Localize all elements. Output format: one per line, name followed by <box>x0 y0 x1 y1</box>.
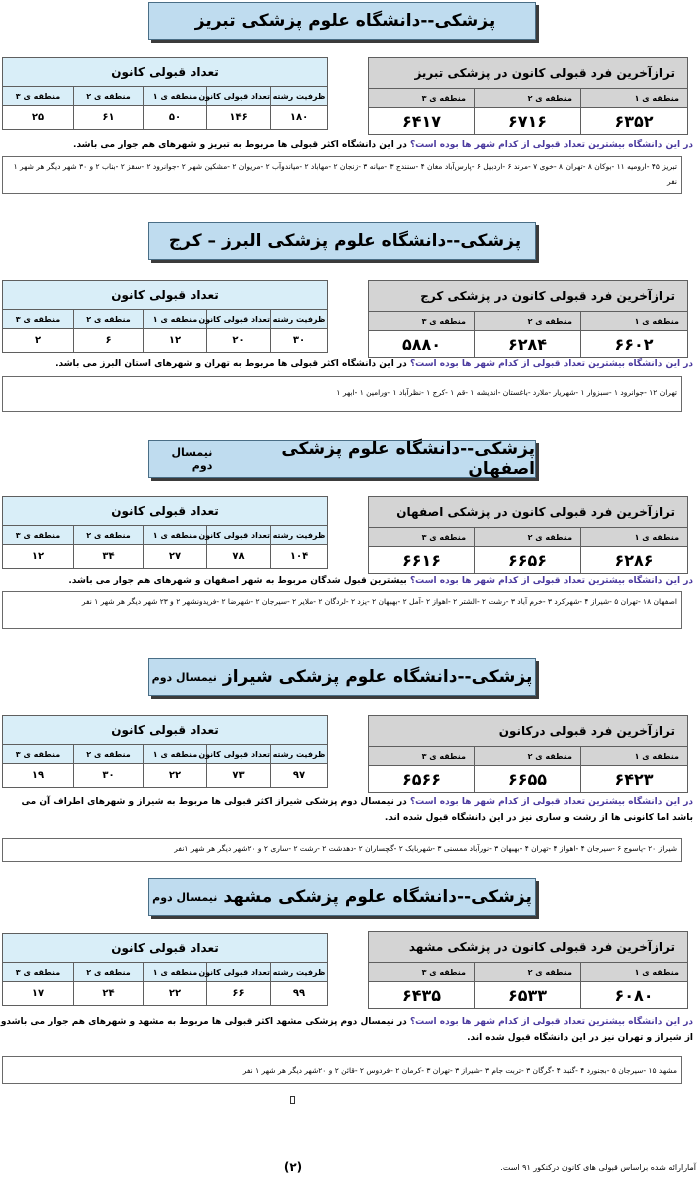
admissions-table-header: تعداد قبولی کانون <box>3 716 328 745</box>
score-col-region2: منطقه ی ۲ <box>475 747 581 766</box>
col-capacity: ظرفیت رشته <box>271 963 328 982</box>
col-region1: منطقه ی ۱ <box>144 526 207 545</box>
col-region3: منطقه ی ۳ <box>3 87 74 106</box>
answer-text: در نیمسال دوم پزشکی مشهد اکثر قبولی ها مربوط به مشهد و شهرهای هم جوار می باشدو از شیراز و تهران نیز در این دانشگاه قبول شده اند. <box>0 1017 693 1043</box>
score-table-header: ترازآخرین فرد قبولی کانون در پزشکی تبریز <box>369 58 688 89</box>
col-region3: منطقه ی ۳ <box>3 526 74 545</box>
col-admissions-count: تعداد قبولی کانون <box>207 526 271 545</box>
admissions-region1-value: ۲۷ <box>144 545 207 569</box>
section-title-text: پزشکی--دانشگاه علوم پزشکی شیراز <box>222 667 533 687</box>
score-region3-value: ۶۴۱۷ <box>369 108 475 135</box>
question-line <box>0 794 693 826</box>
section-title <box>148 222 536 260</box>
section-shiraz <box>0 658 700 863</box>
score-region2-value: ۶۷۱۶ <box>475 108 581 135</box>
score-col-region3: منطقه ی ۳ <box>369 528 475 547</box>
cities-text: شیراز ۲۰ -یاسوج ۶ -سیرجان ۴ -اهواز ۴ -تهران ۴ -بهبهان ۳ -نورآباد ممسنی ۳ -شهربابک ۲ -گچساران ۲ -دهدشت ۲ -رشت ۲ -ساری ۲ و ۲۰شهر دیگر هر شهر ۱نفر <box>174 844 677 853</box>
col-region3: منطقه ی ۳ <box>3 963 74 982</box>
question-text: در این دانشگاه بیشترین تعداد قبولی از کدام شهر ها بوده است؟ <box>409 797 693 807</box>
admissions-region3-value: ۲۵ <box>3 106 74 130</box>
section-title-text: پزشکی--دانشگاه علوم پزشکی تبریز <box>194 11 496 31</box>
score-region2-value: ۶۶۵۵ <box>475 766 581 793</box>
score-table <box>368 931 688 1009</box>
admissions-region2-value: ۲۴ <box>74 982 144 1006</box>
score-region2-value: ۶۵۳۳ <box>475 982 581 1009</box>
score-table-header: ترازآخرین فرد قبولی کانون در پزشکی کرج <box>369 281 688 312</box>
score-region3-value: ۶۵۶۶ <box>369 766 475 793</box>
question-line <box>0 573 693 589</box>
question-line <box>0 356 693 372</box>
score-col-region3: منطقه ی ۳ <box>369 89 475 108</box>
score-col-region2: منطقه ی ۲ <box>475 312 581 331</box>
admissions-table <box>2 280 328 353</box>
score-region1-value: ۶۲۸۶ <box>581 547 688 574</box>
answer-text: در این دانشگاه اکثر قبولی ها مربوط به تبریز و شهرهای هم جوار می باشد. <box>73 140 407 150</box>
col-region2: منطقه ی ۲ <box>74 87 144 106</box>
question-line <box>0 1014 693 1046</box>
footer-note: آمارارائه شده براساس قبولی های کانون درکنکور ۹۱ است. <box>500 1163 696 1172</box>
score-region2-value: ۶۶۵۶ <box>475 547 581 574</box>
capacity-value: ۹۹ <box>271 982 328 1006</box>
score-col-region1: منطقه ی ۱ <box>581 963 688 982</box>
cities-text: تبریز ۴۵ -ارومیه ۱۱ -بوکان ۸ -تهران ۸ -خوی ۷ -مرند ۶ -اردبیل ۶ -پارس‌آباد مغان ۴ -سنندج ۳ -میانه ۳ -زنجان ۲ -مهاباد ۲ -میاندوآب ۲ -مریوان ۲ -مشکین شهر ۲ -جوانرود ۲ -سقز ۲ -بناب ۲ و ۳۰ شهر دیگر هر شهر ۱ نفر <box>13 162 677 186</box>
score-region1-value: ۶۶۰۲ <box>581 331 688 358</box>
col-region3: منطقه ی ۳ <box>3 310 74 329</box>
cities-text: تهران ۱۲ -جوانرود ۱ -سبزوار ۱ -شهریار -ملارد -باغستان -اندیشه ۱ -قم ۱ -کرج ۱ -نظرآباد ۱ -ورامین ۱ -ابهر ۱ <box>336 388 677 397</box>
admissions-region3-value: ۱۹ <box>3 764 74 788</box>
admissions-value: ۲۰ <box>207 329 271 353</box>
admissions-region3-value: ۱۷ <box>3 982 74 1006</box>
admissions-region1-value: ۱۲ <box>144 329 207 353</box>
section-title <box>148 440 536 478</box>
section-title-suffix: نیمسال دوم <box>152 890 218 904</box>
col-admissions-count: تعداد قبولی کانون <box>207 87 271 106</box>
admissions-region2-value: ۳۴ <box>74 545 144 569</box>
section-tabriz <box>0 0 700 200</box>
admissions-table-header: تعداد قبولی کانون <box>3 281 328 310</box>
admissions-value: ۶۶ <box>207 982 271 1006</box>
col-region3: منطقه ی ۳ <box>3 745 74 764</box>
admissions-value: ۱۴۶ <box>207 106 271 130</box>
col-region1: منطقه ی ۱ <box>144 745 207 764</box>
answer-text: در این دانشگاه اکثر قبولی ها مربوط به تهران و شهرهای استان البرز می باشد. <box>55 359 407 369</box>
cities-box <box>2 838 682 862</box>
section-title-text: پزشکی--دانشگاه علوم پزشکی اصفهان <box>281 439 535 479</box>
col-capacity: ظرفیت رشته <box>271 526 328 545</box>
score-region2-value: ۶۲۸۴ <box>475 331 581 358</box>
score-region3-value: ۵۸۸۰ <box>369 331 475 358</box>
answer-text: بیشترین قبول شدگان مربوط به شهر اصفهان و شهرهای هم جوار می باشد. <box>68 576 407 586</box>
capacity-value: ۱۸۰ <box>271 106 328 130</box>
capacity-value: ۹۷ <box>271 764 328 788</box>
answer-text: در نیمسال دوم پزشکی شیراز اکثر قبولی ها مربوط به شیراز و شهرهای اطراف آن می باشد اما کانونی ها از رشت و ساری نیز در این دانشگاه قبول شده اند. <box>21 797 693 823</box>
col-region1: منطقه ی ۱ <box>144 87 207 106</box>
score-col-region1: منطقه ی ۱ <box>581 528 688 547</box>
score-region1-value: ۶۰۸۰ <box>581 982 688 1009</box>
section-title <box>148 2 536 40</box>
score-table <box>368 280 688 358</box>
score-table <box>368 57 688 135</box>
section-title-text: پزشکی--دانشگاه علوم پزشکی مشهد <box>223 887 532 907</box>
score-col-region3: منطقه ی ۳ <box>369 747 475 766</box>
col-capacity: ظرفیت رشته <box>271 87 328 106</box>
question-line <box>0 137 693 153</box>
cities-box <box>2 156 682 194</box>
col-region2: منطقه ی ۲ <box>74 745 144 764</box>
col-capacity: ظرفیت رشته <box>271 745 328 764</box>
cities-box <box>2 1056 682 1084</box>
admissions-value: ۷۳ <box>207 764 271 788</box>
score-col-region1: منطقه ی ۱ <box>581 89 688 108</box>
score-col-region1: منطقه ی ۱ <box>581 747 688 766</box>
capacity-value: ۱۰۴ <box>271 545 328 569</box>
admissions-region3-value: ۱۲ <box>3 545 74 569</box>
cities-text: اصفهان ۱۸ -تهران ۵ -شیراز ۴ -شهرکرد ۳ -خرم آباد ۳ -رشت ۲ -الشتر ۲ -اهواز ۲ -آمل ۲ -بهبهان ۲ -یزد ۲ -لردگان ۲ -ملایر ۲ -سیرجان ۲ -شهرضا ۲ -فریدونشهر ۲ و ۲۳ شهر دیگر هر شهر ۱ نفر <box>81 597 677 606</box>
admissions-table <box>2 57 328 130</box>
score-col-region2: منطقه ی ۲ <box>475 528 581 547</box>
capacity-value: ۳۰ <box>271 329 328 353</box>
section-title <box>148 878 536 916</box>
admissions-table <box>2 933 328 1006</box>
cities-box <box>2 376 682 412</box>
admissions-table <box>2 496 328 569</box>
score-region1-value: ۶۳۵۲ <box>581 108 688 135</box>
col-region2: منطقه ی ۲ <box>74 963 144 982</box>
col-region2: منطقه ی ۲ <box>74 310 144 329</box>
cities-box <box>2 591 682 629</box>
score-col-region2: منطقه ی ۲ <box>475 963 581 982</box>
score-col-region2: منطقه ی ۲ <box>475 89 581 108</box>
score-table-header: ترازآخرین فرد قبولی کانون در پزشکی مشهد <box>369 932 688 963</box>
col-admissions-count: تعداد قبولی کانون <box>207 963 271 982</box>
col-region1: منطقه ی ۱ <box>144 310 207 329</box>
score-table-header: ترازآخرین فرد قبولی کانون در پزشکی اصفهان <box>369 497 688 528</box>
question-text: در این دانشگاه بیشترین تعداد قبولی از کدام شهر ها بوده است؟ <box>409 359 693 369</box>
section-isfahan <box>0 440 700 635</box>
col-admissions-count: تعداد قبولی کانون <box>207 310 271 329</box>
score-table <box>368 715 688 793</box>
section-title-suffix: نیمسال دوم <box>171 446 213 472</box>
score-table <box>368 496 688 574</box>
section-alborz <box>0 222 700 417</box>
question-text: در این دانشگاه بیشترین تعداد قبولی از کدام شهر ها بوده است؟ <box>409 140 693 150</box>
admissions-table-header: تعداد قبولی کانون <box>3 497 328 526</box>
admissions-value: ۷۸ <box>207 545 271 569</box>
score-col-region1: منطقه ی ۱ <box>581 312 688 331</box>
section-title-suffix: نیمسال دوم <box>151 670 217 684</box>
score-region3-value: ۶۴۳۵ <box>369 982 475 1009</box>
admissions-region3-value: ۲ <box>3 329 74 353</box>
admissions-region1-value: ۵۰ <box>144 106 207 130</box>
admissions-table-header: تعداد قبولی کانون <box>3 58 328 87</box>
question-text: در این دانشگاه بیشترین تعداد قبولی از کدام شهر ها بوده است؟ <box>409 1017 693 1027</box>
col-capacity: ظرفیت رشته <box>271 310 328 329</box>
section-title-text: پزشکی--دانشگاه علوم پزشکی البرز – کرج <box>168 231 522 251</box>
admissions-region1-value: ۲۲ <box>144 764 207 788</box>
cities-text: مشهد ۱۵ -سیرجان ۵ -بجنورد ۴ -گنبد ۴ -گرگان ۳ -تربت جام ۳ -شیراز ۳ -تهران ۳ -کرمان ۲ -فردوس ۲ -قائن ۲ و ۲۰شهر دیگر هر شهر ۱ نفر <box>242 1066 677 1075</box>
question-text: در این دانشگاه بیشترین تعداد قبولی از کدام شهر ها بوده است؟ <box>409 576 693 586</box>
score-col-region3: منطقه ی ۳ <box>369 963 475 982</box>
admissions-region1-value: ۲۲ <box>144 982 207 1006</box>
text-cursor-mark <box>290 1096 295 1104</box>
page-number: (۲) <box>283 1160 303 1174</box>
admissions-region2-value: ۳۰ <box>74 764 144 788</box>
admissions-region2-value: ۶ <box>74 329 144 353</box>
col-admissions-count: تعداد قبولی کانون <box>207 745 271 764</box>
col-region2: منطقه ی ۲ <box>74 526 144 545</box>
section-mashhad <box>0 876 700 1126</box>
score-table-header: ترازآخرین فرد قبولی درکانون <box>369 716 688 747</box>
score-region1-value: ۶۴۲۳ <box>581 766 688 793</box>
score-col-region3: منطقه ی ۳ <box>369 312 475 331</box>
col-region1: منطقه ی ۱ <box>144 963 207 982</box>
admissions-region2-value: ۶۱ <box>74 106 144 130</box>
section-title <box>148 658 536 696</box>
admissions-table-header: تعداد قبولی کانون <box>3 934 328 963</box>
admissions-table <box>2 715 328 788</box>
score-region3-value: ۶۶۱۶ <box>369 547 475 574</box>
